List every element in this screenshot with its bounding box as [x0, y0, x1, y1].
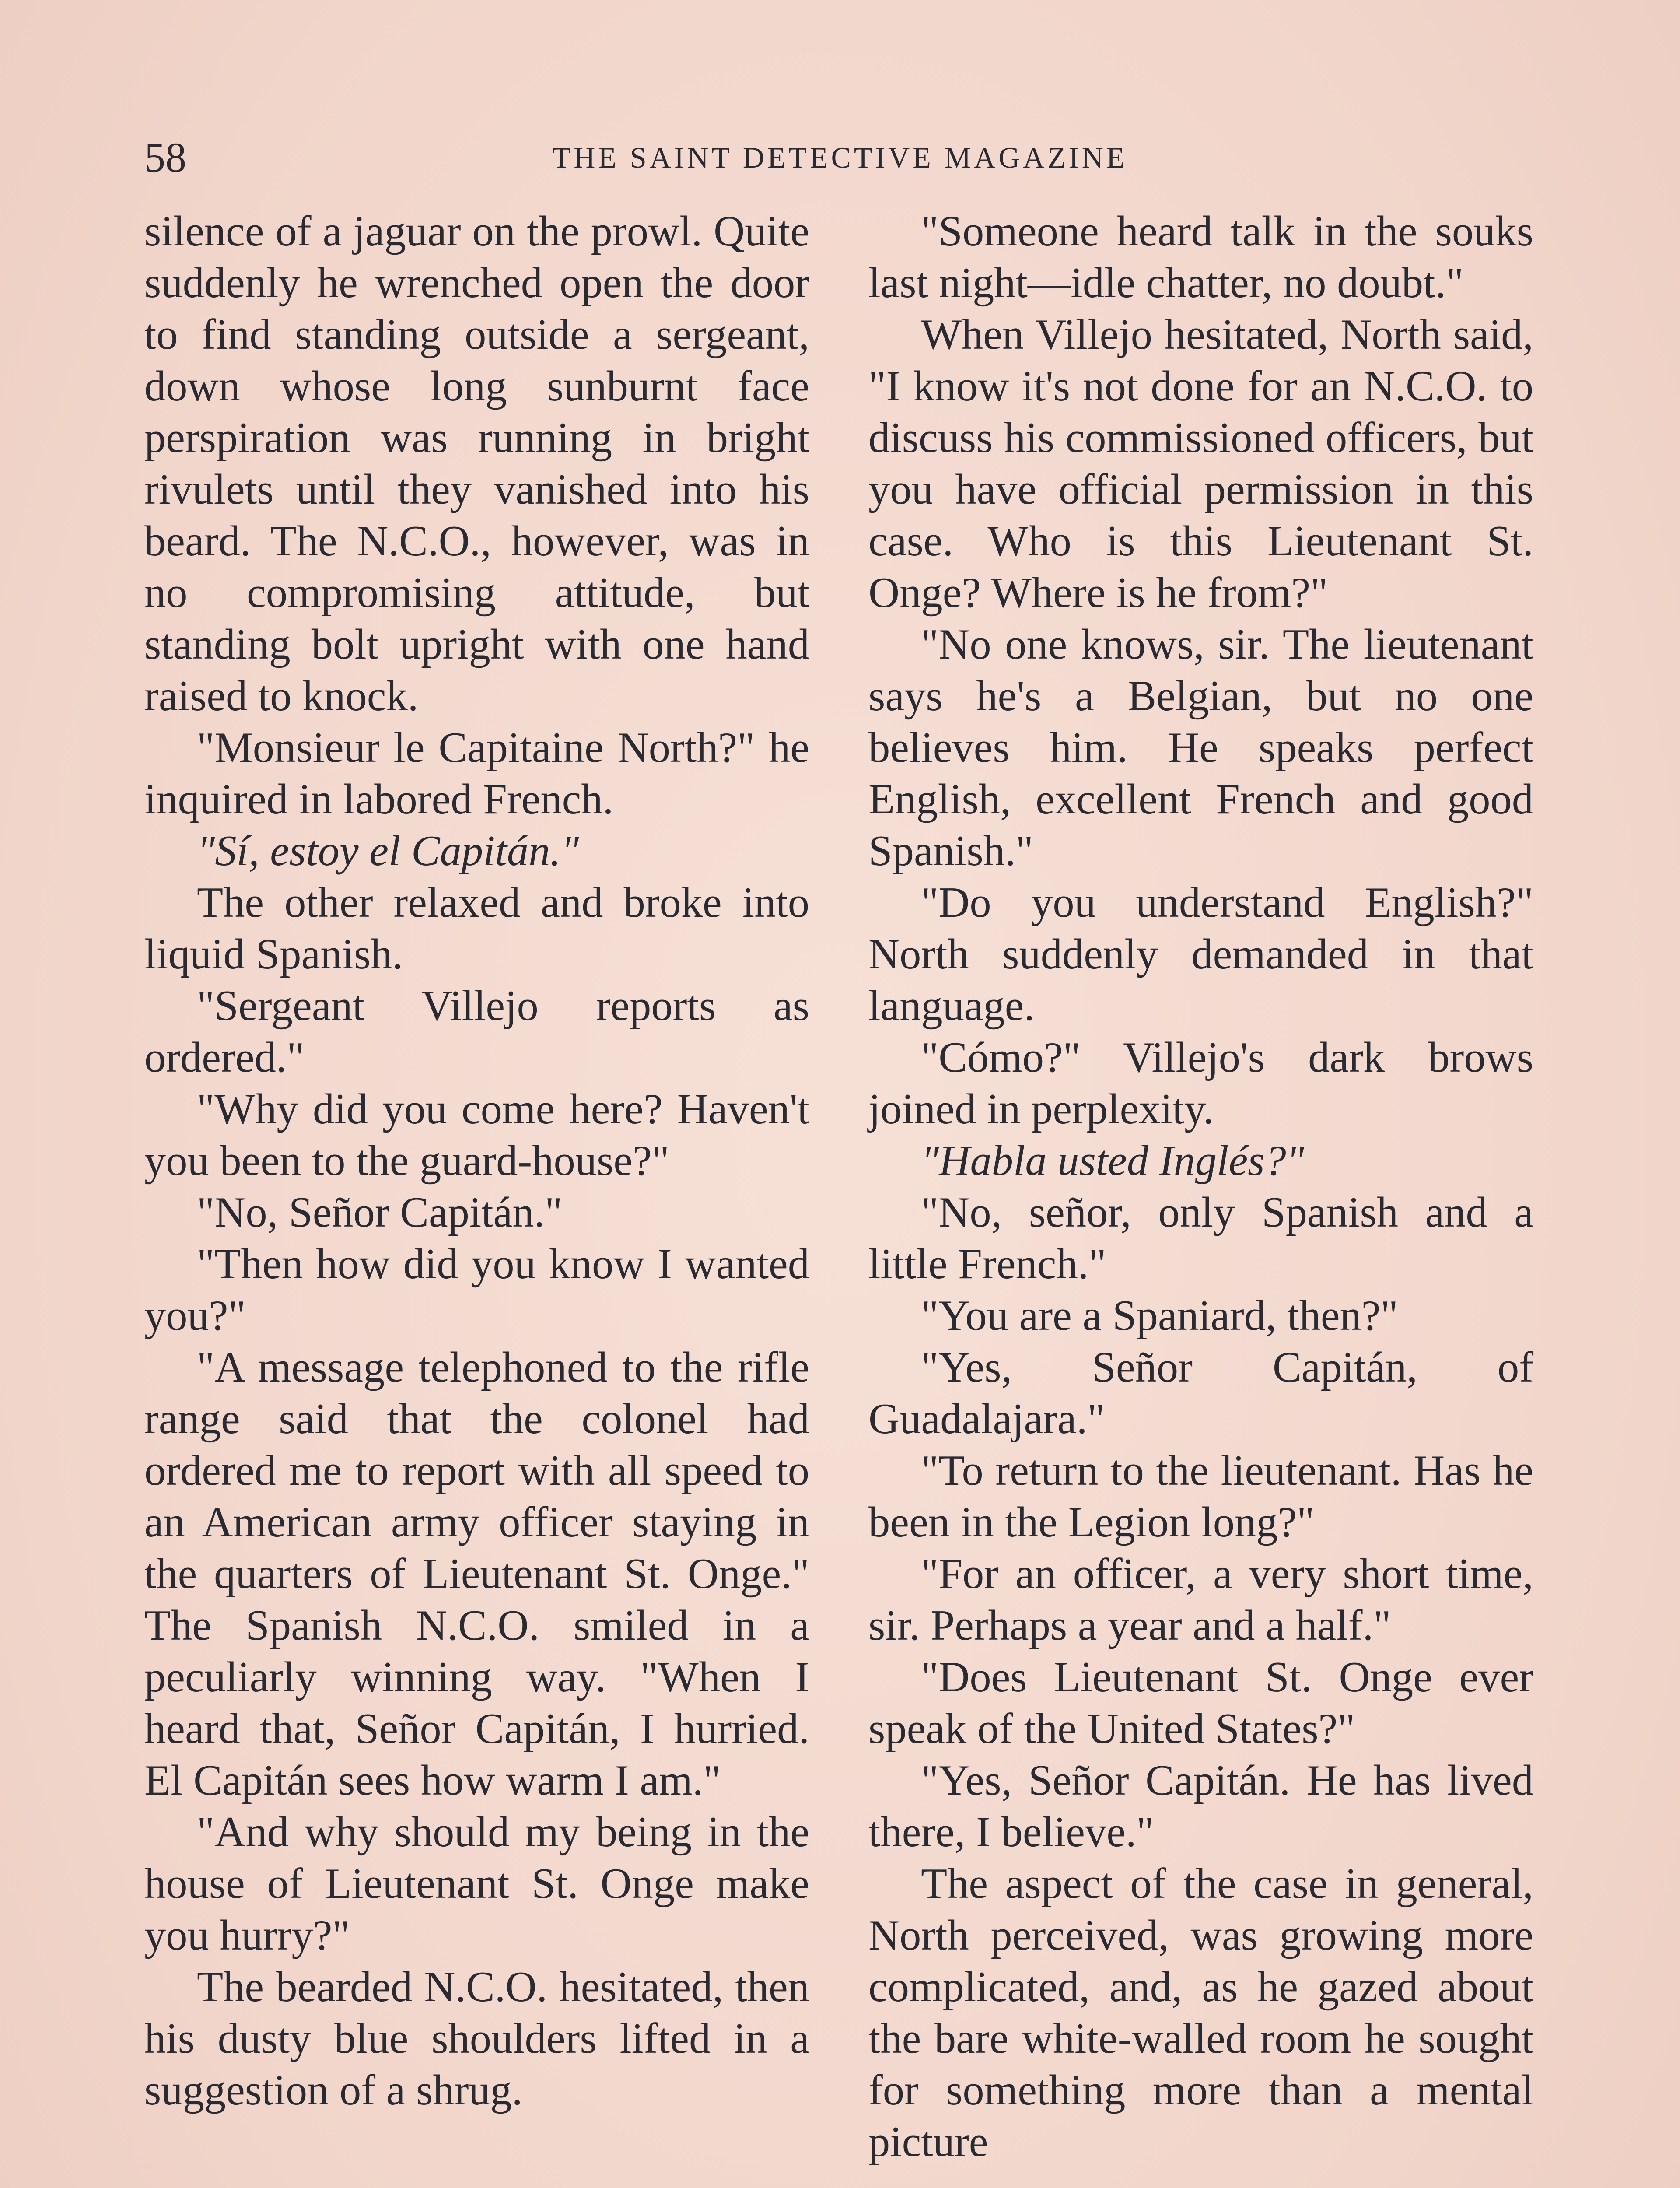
paragraph: "Cómo?" Villejo's dark brows joined in perplexity. [868, 1034, 1533, 1133]
paragraph: When Villejo hesitated, North said, "I know it's not done for an N.C.O. to discuss his commissioned officers, but you have official permission in this case. Who is this Lieutenant St. Onge? Where is he from?" [868, 311, 1533, 617]
paragraph: "Sergeant Villejo reports as ordered." [144, 982, 809, 1081]
paragraph: "Do you understand English?" North suddenly demanded in that language. [868, 879, 1533, 1030]
paragraph: "Habla usted Inglés?" [921, 1137, 1305, 1185]
paragraph: "For an officer, a very short time, sir. Perhaps a year and a half." [868, 1550, 1533, 1649]
paragraph: The other relaxed and broke into liquid Spanish. [144, 879, 809, 978]
paragraph: "To return to the lieutenant. Has he been in the Legion long?" [868, 1447, 1533, 1546]
paragraph: "Then how did you know I wanted you?" [144, 1240, 809, 1339]
paragraph: "Why did you come here? Haven't you been to the guard-house?" [144, 1085, 809, 1185]
page-header [144, 131, 1536, 184]
paragraph: "No, señor, only Spanish and a little French." [868, 1189, 1533, 1288]
right-text-column [868, 206, 1533, 2168]
paragraph: "Does Lieutenant St. Onge ever speak of the United States?" [868, 1653, 1533, 1753]
paragraph: The bearded N.C.O. hesitated, then his dusty blue shoulders lifted in a suggestion of a shrug. [144, 1963, 809, 2114]
page-number: 58 [144, 134, 186, 181]
paragraph: "Yes, Señor Capitán. He has lived there, I believe." [868, 1757, 1533, 1856]
paragraph: silence of a jaguar on the prowl. Quite suddenly he wrenched open the door to find standing outside a sergeant, down whose long sunburnt face perspiration was running in bright rivulets until they vanished into his beard. The N.C.O., however, was in no compromising attitude, but standing bolt upright with one hand raised to knock. [144, 207, 809, 720]
paragraph: "Yes, Señor Capitán, of Guadalajara." [868, 1343, 1533, 1443]
paragraph: "No one knows, sir. The lieutenant says he's a Belgian, but no one believes him. He speaks perfect English, excellent French and good Spanish." [868, 621, 1533, 875]
paragraph: "Someone heard talk in the souks last night—idle chatter, no doubt." [868, 207, 1533, 307]
paragraph: "Sí, estoy el Capitán." [197, 827, 579, 875]
paragraph: "And why should my being in the house of Lieutenant St. Onge make you hurry?" [144, 1808, 809, 1959]
paragraph: "You are a Spaniard, then?" [921, 1292, 1398, 1339]
left-text-column [144, 206, 809, 2116]
paragraph: "No, Señor Capitán." [197, 1189, 563, 1236]
paragraph: The aspect of the case in general, North perceived, was growing more complicated, and, as he gazed about the bare white-walled room he sought for something more than a mental picture [868, 1860, 1533, 2166]
paragraph: "A message telephoned to the rifle range said that the colonel had ordered me to report with all speed to an American army officer staying in the quarters of Lieutenant St. Onge." The Spanish N.C.O. smiled in a peculiarly winning way. "When I heard that, Señor Capitán, I hurried. El Capitán sees how warm I am." [144, 1343, 809, 1804]
running-title: THE SAINT DETECTIVE MAGAZINE [552, 141, 1128, 174]
paragraph: "Monsieur le Capitaine North?" he inquired in labored French. [144, 724, 809, 823]
